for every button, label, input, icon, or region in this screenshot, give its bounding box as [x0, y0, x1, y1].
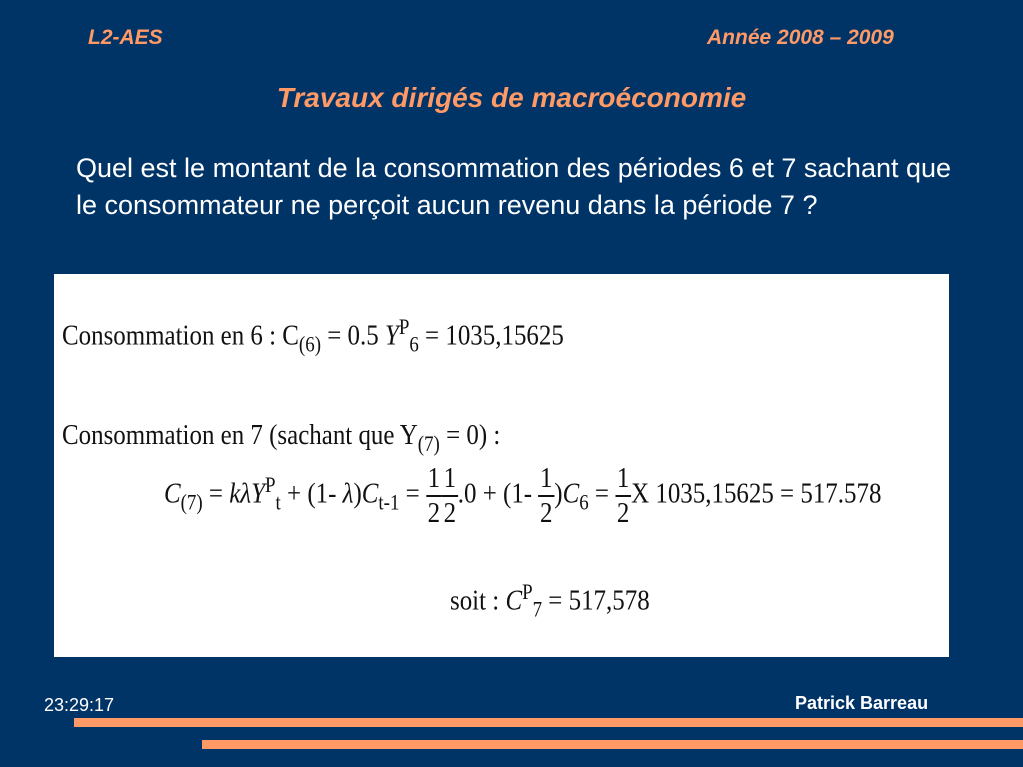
formula-subscript: t-1 — [378, 489, 400, 515]
formula-variable: C — [361, 477, 379, 510]
formula-line-result — [450, 579, 650, 622]
formula-subscript: (7) — [180, 489, 203, 515]
formula-variable: C — [164, 477, 181, 510]
formula-text: Consommation en 7 (sachant que Y — [62, 419, 418, 451]
footer-decor-bar-top — [74, 718, 1023, 727]
formula-text: + (1- — [280, 477, 343, 510]
formula-subscript: 6 — [579, 489, 589, 515]
formula-subscript: (7) — [417, 430, 440, 456]
formula-text: = — [202, 477, 230, 510]
formula-variable: λ — [342, 477, 354, 510]
fraction-numerator: 1 — [426, 464, 442, 497]
formula-text: = — [399, 477, 426, 510]
fraction-denominator: 2 — [427, 497, 441, 529]
formula-variable: Y — [384, 319, 399, 352]
formula-value: = 1035,15625 — [418, 319, 564, 352]
formula-image — [54, 274, 949, 657]
fraction-numerator: 1 — [538, 464, 554, 497]
formula-superscript: P — [522, 579, 533, 604]
formula-result: X 1035,15625 = 517.578 — [631, 477, 882, 510]
question-text: Quel est le montant de la consommation des périodes 6 et 7 sachant que le consommateur ne perçoit aucun revenu dans la période 7 ? — [76, 153, 952, 220]
fraction — [538, 464, 554, 528]
formula-subscript: 7 — [532, 596, 543, 622]
course-label: L2-AES — [88, 26, 163, 49]
author-name: Patrick Barreau — [795, 693, 929, 713]
formula-text: = 0) : — [439, 419, 501, 451]
formula-text: .0 + (1- — [457, 477, 539, 510]
formula-superscript: P — [264, 472, 276, 497]
academic-year: Année 2008 – 2009 — [707, 26, 894, 49]
formula-text: = — [588, 477, 616, 510]
fraction-denominator: 2 — [540, 497, 553, 529]
formula-equation-c7 — [164, 464, 881, 528]
slide-time: 23:29:17 — [44, 695, 115, 715]
slide-title: Travaux dirigés de macroéconomie — [276, 82, 747, 113]
fraction-numerator: 1 — [615, 464, 631, 497]
formula-text: Consommation en 6 : C — [62, 319, 299, 352]
fraction — [442, 464, 458, 528]
fraction-denominator: 2 — [443, 497, 457, 529]
formula-variable: kλY — [229, 477, 265, 510]
formula-value: = 517,578 — [542, 584, 650, 617]
fraction-numerator: 1 — [442, 464, 458, 497]
fraction — [426, 464, 442, 528]
formula-text: soit : — [450, 584, 506, 617]
formula-variable: C — [562, 477, 580, 510]
fraction — [615, 464, 631, 528]
formula-text: = 0.5 — [320, 319, 385, 352]
formula-line-consumption-6 — [62, 314, 564, 357]
formula-text: ) — [353, 477, 362, 510]
formula-text: ) — [554, 477, 563, 510]
formula-superscript: P — [398, 314, 410, 339]
footer-decor-bar-bottom — [202, 740, 1023, 749]
formula-line-consumption-7-label — [62, 419, 500, 457]
formula-subscript: (6) — [298, 331, 321, 357]
formula-subscript: t — [275, 489, 281, 515]
fraction-denominator: 2 — [616, 497, 630, 529]
formula-variable: C — [505, 584, 523, 617]
formula-subscript: 6 — [409, 331, 419, 357]
